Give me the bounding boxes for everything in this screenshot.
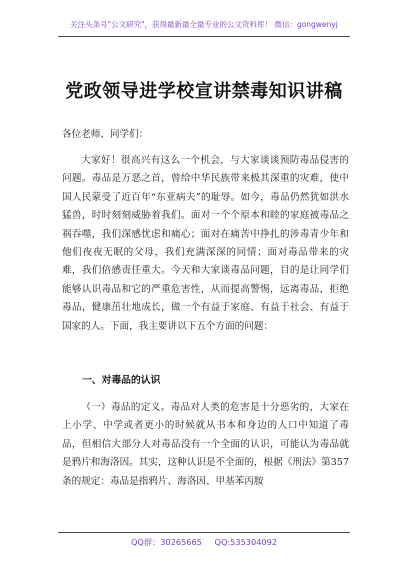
salutation: 各位老师、同学们：: [62, 129, 149, 140]
footer-contact: [0, 537, 408, 548]
header-divider: [58, 36, 350, 37]
document-title: 党政领导进学校宣讲禁毒知识讲稿: [65, 81, 343, 102]
section-heading: 一、对毒品的认识: [82, 375, 161, 386]
intro-paragraph-block: [62, 152, 349, 336]
header-note: 关注头条号"公文研究"，获得最新最全最专业的公文资料库！ 微信：gongwenyj: [70, 20, 338, 29]
section-paragraph: （一）毒品的定义。毒品对人类的危害是十分惡劣的，大家在上小学、中学或者更小的时候就从书本和身边的人口中知道了毒品，但相信大部分人对毒品没有一个全面的认识，可能认为毒品就是鸦片和海洛因。其实，这种认识是不全面的，根据《刑法》第357条的规定：毒品是指鸦片、海洛因、甲基苯丙胺: [62, 402, 349, 487]
section-paragraph-block: [62, 399, 349, 491]
intro-paragraph: 大家好！很高兴有这么一个机会，与大家谈谈预防毒品侵害的问题。毒品是万恶之首，曾给中华民族带来极其深重的灾难，使中国人民蒙受了近百年“东亚病夫”的耻辱。如今，毒品仍然犹如洪水猛兽，时时刻刻威胁着我们。面对一个个原本和睦的家庭被毒品之祸吞噬，我们深感忧虑和痛心；面对在痛苦中挣扎的涉毒青少年和他们夜夜无眠的父母，我们充满深深的同情；面对毒品带来的灾难，我们倍感责任重大。今天和大家谈毒品问题，目的是让同学们能够认识毒品和它的严重危害性，从而提高警惕，远离毒品，拒绝毒品，健康茁壮地成长，做一个有益于家庭、有益于社会、有益于国家的人。下面，我主要讲以下五个方面的问题：: [62, 155, 349, 332]
footer-qq-group: QQ群：30265665: [130, 537, 202, 547]
footer-divider: [58, 532, 350, 533]
footer-qq: QQ:535304092: [214, 537, 278, 547]
